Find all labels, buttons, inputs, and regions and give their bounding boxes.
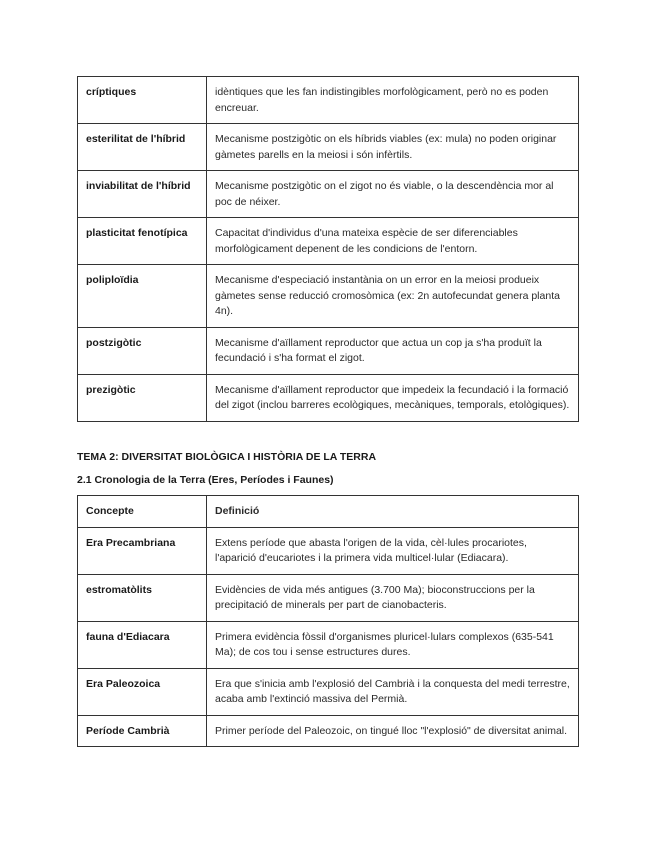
definition-cell: Mecanisme d'especiació instantània on un error en la meiosi produeix gàmetes sense reducció cromosòmica (ex: 2n autofecundat genera planta 4n). <box>207 265 579 328</box>
table-row <box>78 715 579 747</box>
term-cell: fauna d'Ediacara <box>78 621 207 668</box>
column-header-concept: Concepte <box>78 496 207 528</box>
table-row <box>78 77 579 124</box>
term-cell: inviabilitat de l'híbrid <box>78 171 207 218</box>
term-cell: prezigòtic <box>78 374 207 421</box>
section-heading: TEMA 2: DIVERSITAT BIOLÒGICA I HISTÒRIA DE LA TERRA <box>77 451 377 463</box>
definition-cell: idèntiques que les fan indistingibles morfològicament, però no es poden encreuar. <box>207 77 579 124</box>
table-row <box>78 327 579 374</box>
glossary-table-speciation <box>77 76 579 422</box>
table-row <box>78 171 579 218</box>
term-cell: Era Paleozoica <box>78 668 207 715</box>
table-row <box>78 374 579 421</box>
term-cell: Període Cambrià <box>78 715 207 747</box>
table-row <box>78 574 579 621</box>
definition-cell: Era que s'inicia amb l'explosió del Cambrià i la conquesta del medi terrestre, acaba amb l'extinció massiva del Permià. <box>207 668 579 715</box>
definition-cell: Capacitat d'individus d'una mateixa espècie de ser diferenciables morfològicament depenent de les condicions de l'entorn. <box>207 218 579 265</box>
term-cell: poliploïdia <box>78 265 207 328</box>
table-row <box>78 265 579 328</box>
term-cell: plasticitat fenotípica <box>78 218 207 265</box>
table-row <box>78 527 579 574</box>
table-row <box>78 621 579 668</box>
definition-cell: Primer període del Paleozoic, on tingué lloc "l'explosió" de diversitat animal. <box>207 715 579 747</box>
definition-cell: Evidències de vida més antigues (3.700 Ma); bioconstruccions per la precipitació de minerals per part de cianobacteris. <box>207 574 579 621</box>
term-cell: estromatòlits <box>78 574 207 621</box>
term-cell: postzigòtic <box>78 327 207 374</box>
table-row <box>78 218 579 265</box>
definition-cell: Mecanisme d'aïllament reproductor que actua un cop ja s'ha produït la fecundació i s'ha format el zigot. <box>207 327 579 374</box>
table-header-row <box>78 496 579 528</box>
table-row <box>78 124 579 171</box>
term-cell: Era Precambriana <box>78 527 207 574</box>
glossary-table-chronology <box>77 495 579 747</box>
column-header-definition: Definició <box>207 496 579 528</box>
definition-cell: Mecanisme postzigòtic on els híbrids viables (ex: mula) no poden originar gàmetes parells en la meiosi i són infèrtils. <box>207 124 579 171</box>
term-cell: esterilitat de l'híbrid <box>78 124 207 171</box>
definition-cell: Mecanisme postzigòtic on el zigot no és viable, o la descendència mor al poc de néixer. <box>207 171 579 218</box>
subsection-heading: 2.1 Cronologia de la Terra (Eres, Períodes i Faunes) <box>77 474 334 486</box>
definition-cell: Primera evidència fòssil d'organismes pluricel·lulars complexos (635-541 Ma); de cos tou i sense estructures dures. <box>207 621 579 668</box>
definition-cell: Extens període que abasta l'origen de la vida, cèl·lules procariotes, l'aparició d'eucariotes i la primera vida multicel·lular (Ediacara). <box>207 527 579 574</box>
table-row <box>78 668 579 715</box>
definition-cell: Mecanisme d'aïllament reproductor que impedeix la fecundació i la formació del zigot (inclou barreres ecològiques, mecàniques, temporals, etològiques). <box>207 374 579 421</box>
term-cell: críptiques <box>78 77 207 124</box>
